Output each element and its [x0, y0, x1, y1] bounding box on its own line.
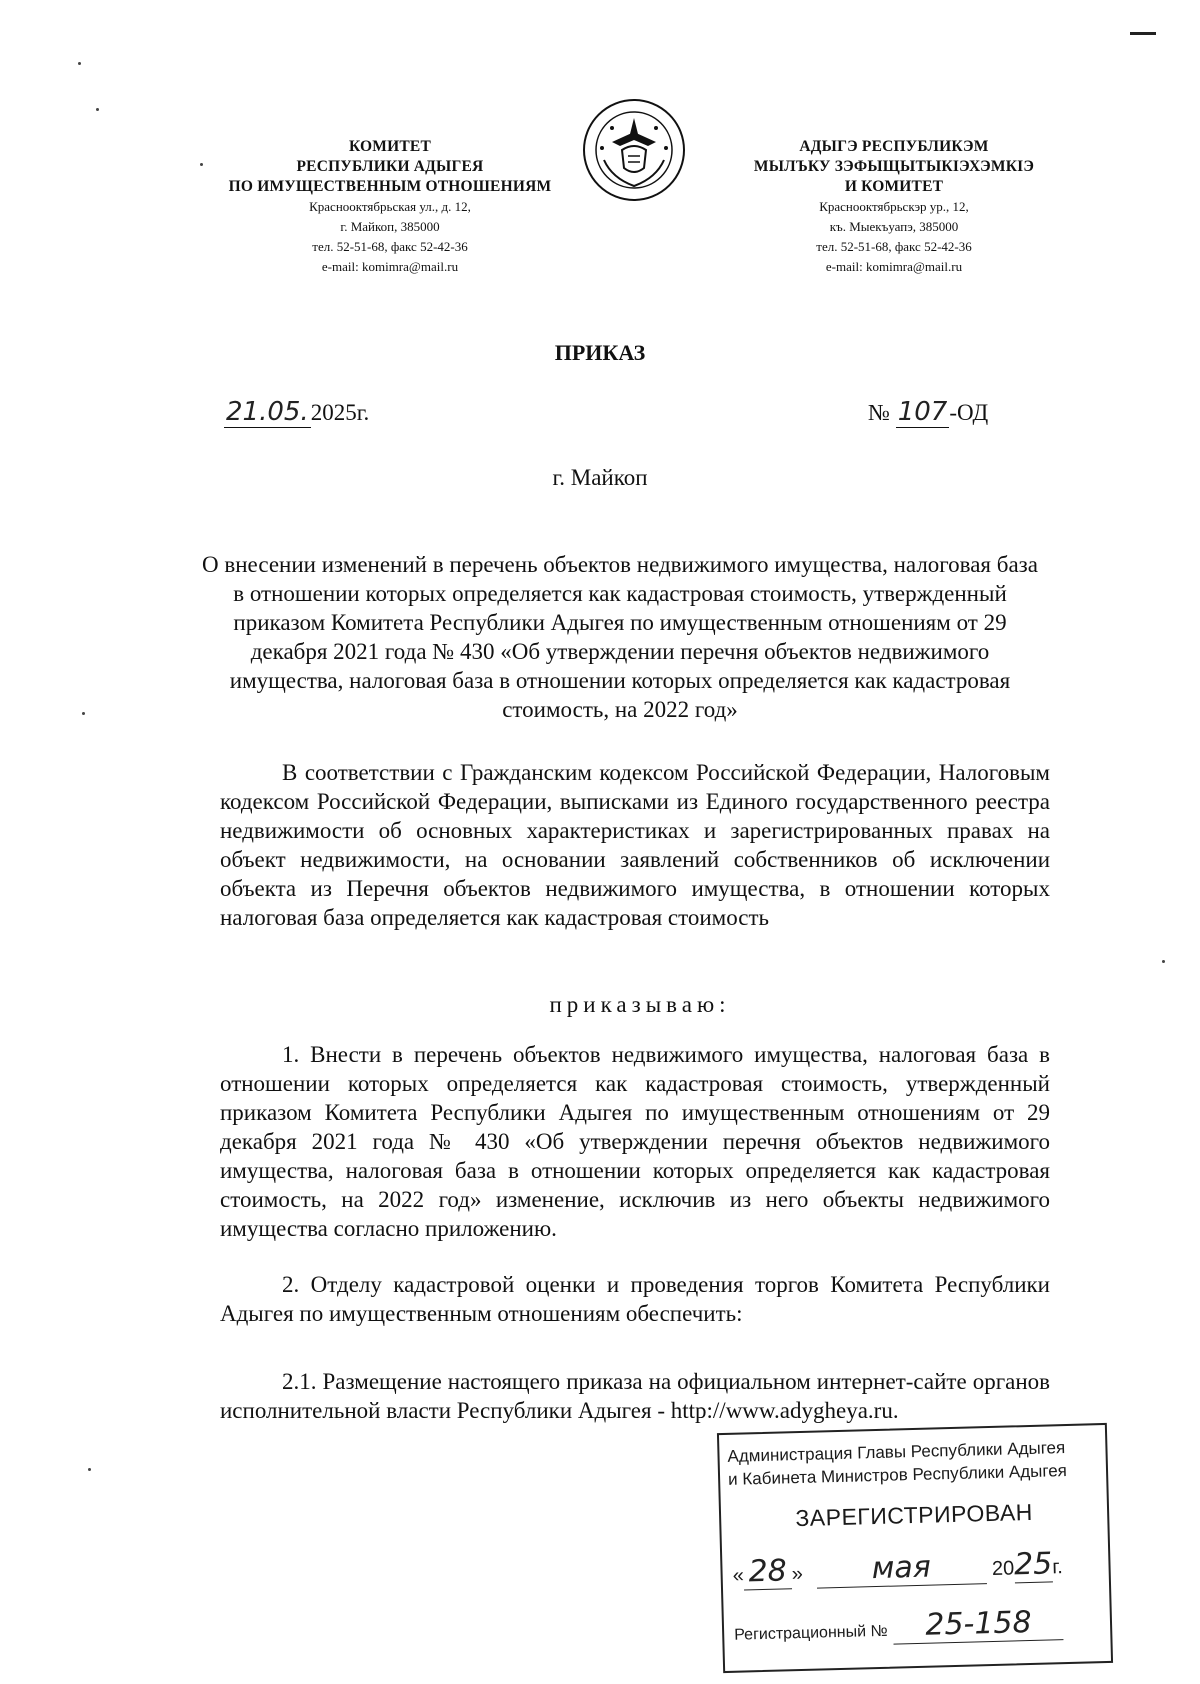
- order-item-1: 1. Внести в перечень объектов недвижимого имущества, налоговая база в отношении которых определяется как кадастровая стоимость, утвержденный приказом Комитета Республики Адыгея по имущественным отношениям от 29 декабря 2021 года № 430 «Об утверждении перечня объектов недвижимого имущества, налоговая база в отношении которых определяется как кадастровая стоимость, на 2022 год» изменение, исключив из него объекты недвижимого имущества согласно приложению.: [220, 1042, 1050, 1241]
- header-right-line3: И КОМИТЕТ: [844, 178, 944, 195]
- order-item-2: 2. Отделу кадастровой оценки и проведения торгов Комитета Республики Адыгея по имущественным отношениям обеспечить:: [220, 1272, 1050, 1326]
- header-right: [714, 137, 1074, 277]
- stamp-year-prefix: 20: [991, 1557, 1015, 1580]
- stamp-admin: [727, 1435, 1098, 1491]
- header-left-address1: Краснооктябрьская ул., д. 12,: [309, 199, 471, 214]
- number-prefix: №: [868, 400, 890, 425]
- header-right-email: e-mail: komimra@mail.ru: [825, 259, 963, 274]
- stamp-quote-close: »: [791, 1562, 804, 1586]
- stamp-quote-open: «: [732, 1564, 745, 1587]
- header-left-line1: КОМИТЕТ: [348, 138, 431, 155]
- order-date: [224, 397, 369, 428]
- scan-speck: [1162, 960, 1165, 963]
- coat-of-arms-icon: [582, 98, 686, 202]
- city: г. Майкоп: [552, 465, 648, 490]
- date-year: 2025г.: [310, 400, 370, 425]
- scan-speck: [200, 163, 203, 166]
- stamp-date: [732, 1545, 1103, 1591]
- header-left-address2: г. Майкоп, 385000: [340, 219, 440, 234]
- header-left-email: e-mail: komimra@mail.ru: [321, 259, 459, 274]
- stamp-regno: [734, 1603, 1105, 1649]
- stamp-year-suffix: г.: [1052, 1556, 1064, 1579]
- header-left-line3: ПО ИМУЩЕСТВЕННЫМ ОТНОШЕНИЯМ: [228, 178, 552, 195]
- date-handwritten: 21.05.: [226, 397, 309, 427]
- stamp-regno-label: Регистрационный №: [733, 1622, 888, 1644]
- stamp-registered: ЗАРЕГИСТРИРОВАН: [795, 1498, 1034, 1532]
- scan-speck: [82, 712, 85, 715]
- order-subject: О внесении изменений в перечень объектов недвижимого имущества, налоговая база в отношении которых определяется как кадастровая стоимость, утвержденный приказом Комитета Республики Адыгея по имущественным отношениям от 29 декабря 2021 года № 430 «Об утверждении перечня объектов недвижимого имущества, налоговая база в отношении которых определяется как кадастровая стоимость, на 2022 год»: [202, 552, 1038, 722]
- stamp-month: мая: [816, 1548, 987, 1588]
- header-left-phone: тел. 52-51-68, факс 52-42-36: [312, 239, 468, 254]
- registration-stamp: [717, 1423, 1113, 1673]
- header-left: [210, 137, 570, 277]
- stamp-year-hand: 25: [1013, 1546, 1053, 1583]
- header-right-address2: къ. Мыекъуапэ, 385000: [829, 219, 959, 234]
- scan-mark: [1130, 32, 1156, 35]
- scan-speck: [78, 62, 81, 65]
- header-right-phone: тел. 52-51-68, факс 52-42-36: [816, 239, 972, 254]
- stamp-day: 28: [743, 1553, 792, 1590]
- header-right-line1: АДЫГЭ РЕСПУБЛИКЭМ: [799, 138, 989, 155]
- header-left-line2: РЕСПУБЛИКИ АДЫГЕЯ: [296, 158, 484, 175]
- order-word: приказываю:: [549, 992, 731, 1017]
- scan-speck: [88, 1468, 91, 1471]
- stamp-admin-line2: и Кабинета Министров Республики Адыгея: [727, 1461, 1068, 1489]
- document-title: ПРИКАЗ: [554, 340, 646, 365]
- scan-speck: [96, 108, 99, 111]
- order-basis: В соответствии с Гражданским кодексом Российской Федерации, Налоговым кодексом Российской Федерации, выписками из Единого государственного реестра недвижимости об основных характеристиках и зарегистрированных правах на объект недвижимости, на основании заявлений собственников об исключении объекта из Перечня объектов недвижимого имущества, в отношении которых налоговая база определяется как кадастровая стоимость: [220, 760, 1050, 930]
- number-handwritten: 107: [897, 397, 948, 427]
- header-right-line2: МЫЛЪКУ ЗЭФЫЩЫТЫКІЭХЭМКІЭ: [753, 158, 1035, 175]
- stamp-admin-line1: Администрация Главы Республики Адыгея: [727, 1438, 1066, 1466]
- stamp-regno-value: 25-158: [893, 1604, 1064, 1644]
- order-number: [868, 397, 988, 428]
- number-suffix: -ОД: [949, 400, 989, 425]
- order-item-2-1: 2.1. Размещение настоящего приказа на официальном интернет-сайте органов исполнительной власти Республики Адыгея - http://www.adygheya.ru.: [220, 1369, 1050, 1423]
- header-right-address1: Краснооктябрьскэр ур., 12,: [819, 199, 969, 214]
